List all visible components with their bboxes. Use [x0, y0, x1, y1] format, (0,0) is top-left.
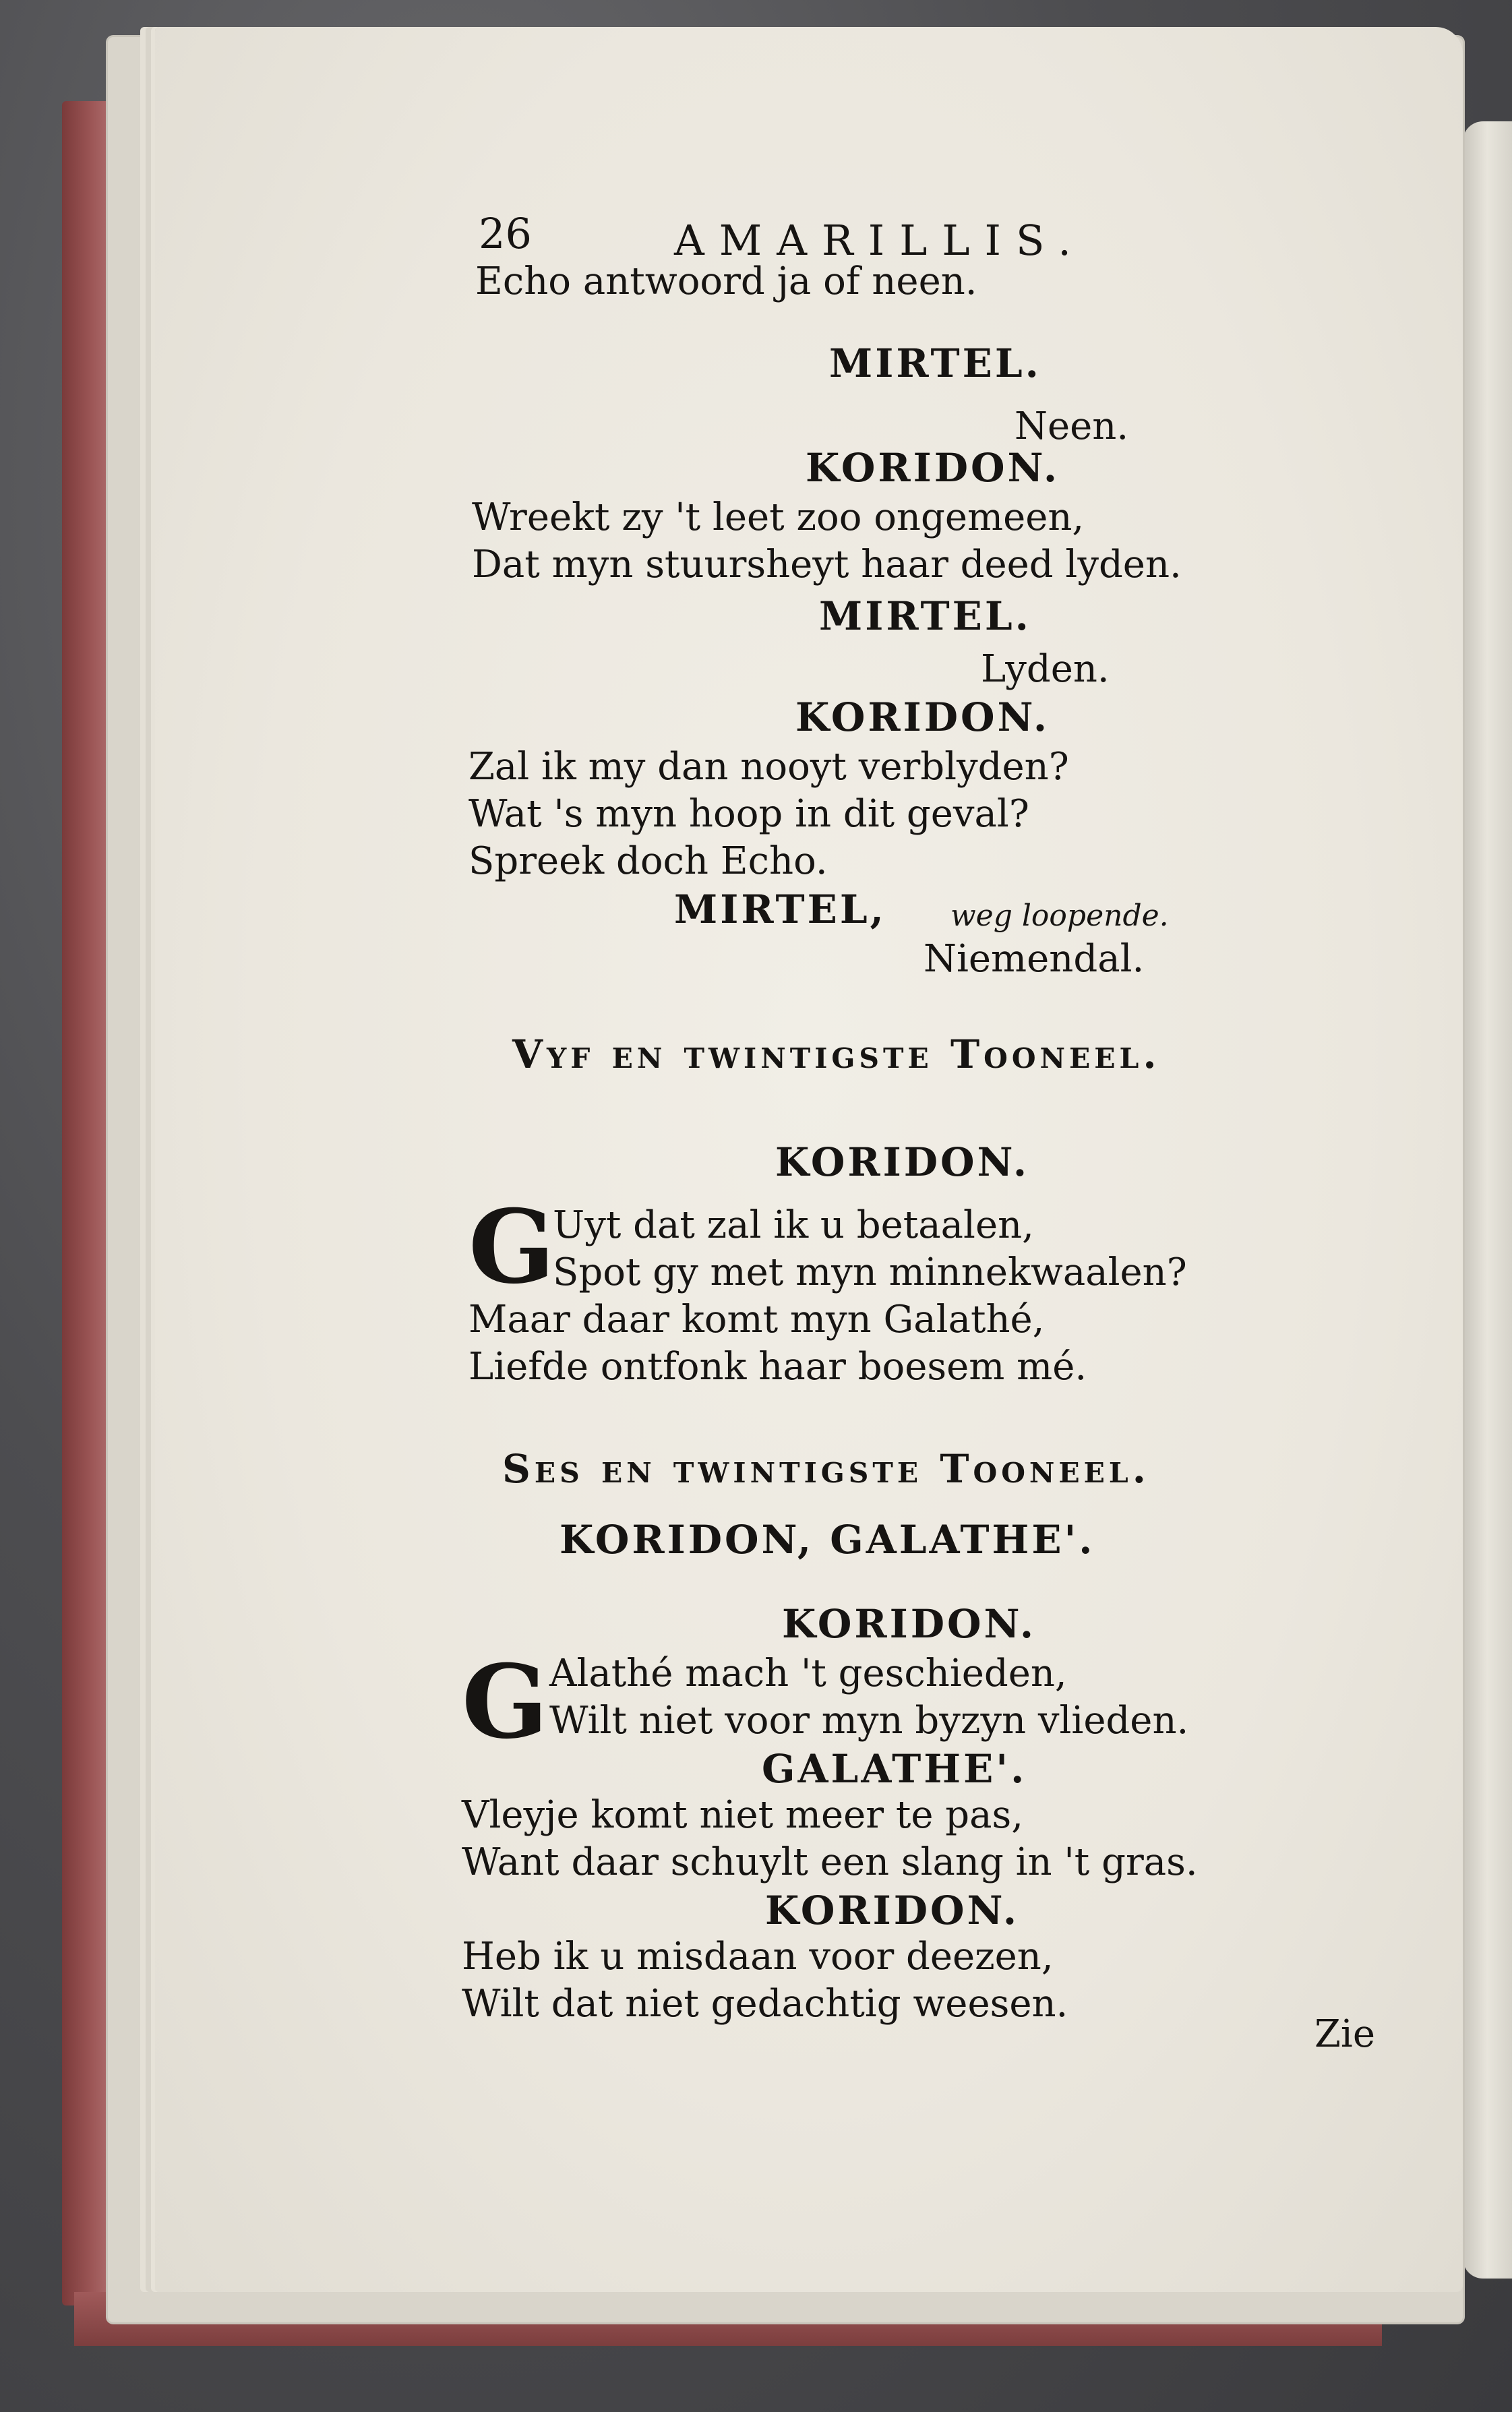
page-number: 26: [479, 209, 532, 258]
scene-cast: KORIDON, GALATHE'.: [560, 1517, 1095, 1563]
book-page: [155, 27, 1463, 2292]
catchword: Zie: [1314, 2012, 1375, 2056]
speaker-name: KORIDON.: [806, 445, 1060, 491]
verse-line: Zal ik my dan nooyt verblyden?: [468, 745, 1069, 789]
running-head: AMARILLIS.: [674, 216, 1087, 265]
verse-line: Echo antwoord ja of neen.: [475, 260, 977, 303]
scene-heading: Vyf en twintigste Tooneel.: [512, 1031, 1161, 1077]
verse-line: Want daar schuylt een slang in 't gras.: [462, 1840, 1198, 1884]
speaker-name: MIRTEL.: [819, 593, 1031, 639]
verse-line: Neen.: [1015, 404, 1129, 448]
verse-line: Spreek doch Echo.: [468, 839, 828, 883]
verse-line: Maar daar komt myn Galathé,: [468, 1298, 1045, 1341]
speaker-name: MIRTEL,: [674, 886, 886, 932]
drop-capital: G: [468, 1188, 555, 1306]
stage-direction: weg loopende.: [950, 899, 1169, 933]
verse-line: Niemendal.: [924, 937, 1145, 981]
drop-capital: G: [462, 1643, 549, 1761]
verse-line: Liefde ontfonk haar boesem mé.: [468, 1345, 1087, 1389]
verse-line: Alathé mach 't geschieden,: [549, 1652, 1067, 1695]
speaker-name: KORIDON.: [782, 1601, 1037, 1647]
verse-line: Uyt dat zal ik u betaalen,: [553, 1203, 1034, 1247]
speaker-name: MIRTEL.: [829, 340, 1041, 386]
verse-line: Lyden.: [981, 647, 1110, 691]
facing-page-edge: [1463, 121, 1512, 2279]
scene-cast: KORIDON.: [775, 1139, 1030, 1185]
speaker-name: KORIDON.: [795, 694, 1050, 740]
verse-line: Wilt dat niet gedachtig weesen.: [462, 1982, 1068, 2026]
verse-line: Dat myn stuursheyt haar deed lyden.: [472, 543, 1182, 586]
verse-line: Wreekt zy 't leet zoo ongemeen,: [472, 495, 1085, 539]
scene-heading: Ses en twintigste Tooneel.: [502, 1446, 1150, 1492]
verse-line: Wilt niet voor myn byzyn vlieden.: [549, 1699, 1189, 1743]
verse-line: Heb ik u misdaan voor deezen,: [462, 1935, 1054, 1979]
verse-line: Vleyje komt niet meer te pas,: [462, 1793, 1024, 1837]
speaker-name: KORIDON.: [765, 1888, 1020, 1933]
verse-line: Wat 's myn hoop in dit geval?: [468, 792, 1029, 836]
speaker-name: GALATHE'.: [762, 1746, 1027, 1792]
verse-line: Spot gy met myn minnekwaalen?: [553, 1250, 1187, 1294]
